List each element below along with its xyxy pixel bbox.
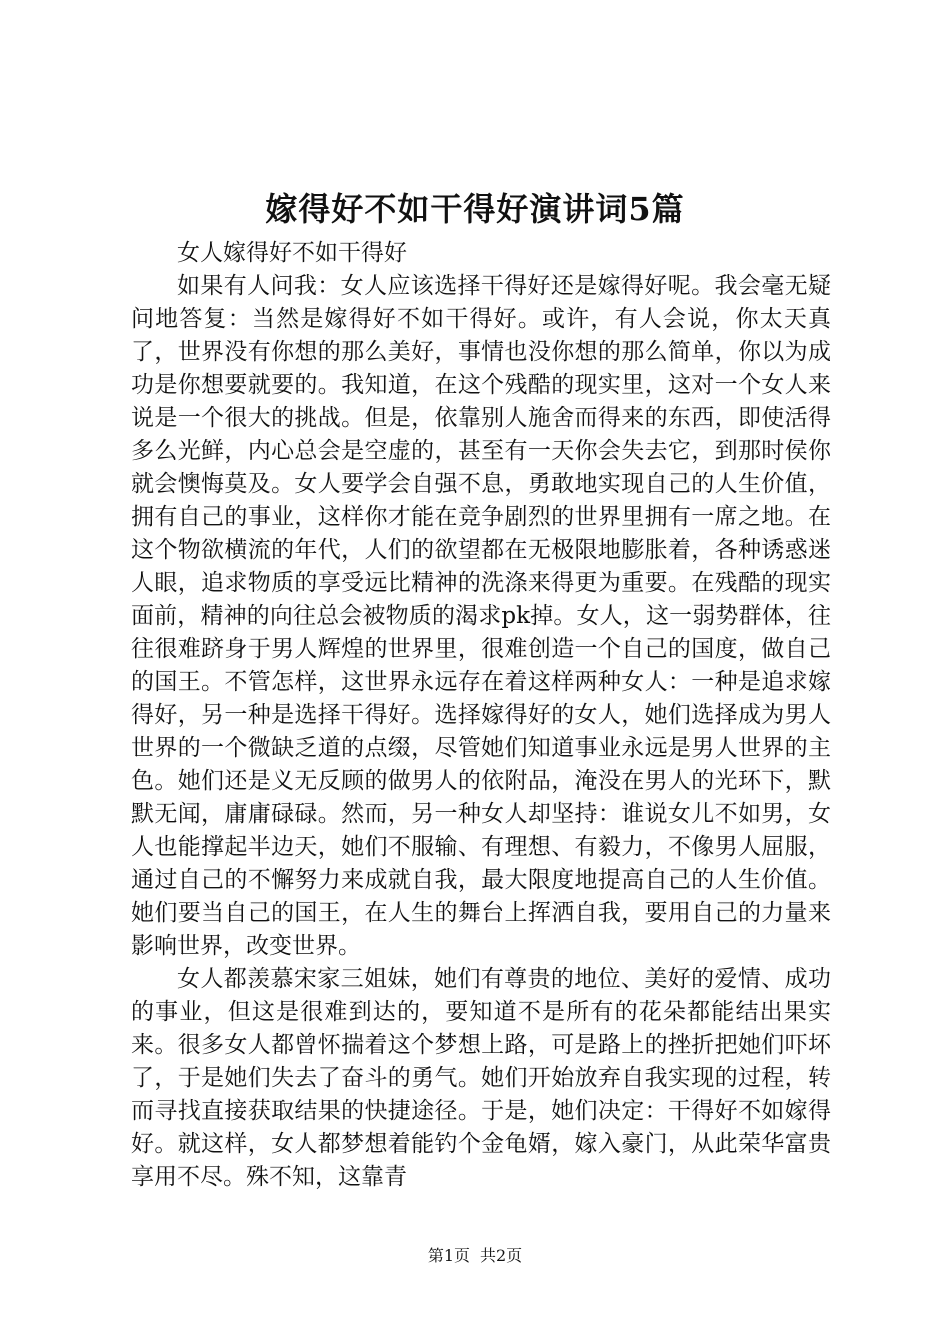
section-subtitle: 女人嫁得好不如干得好 [177,240,407,266]
page-number: 第1页 [427,1246,470,1265]
page-total: 共2页 [480,1246,523,1265]
paragraph: 如果有人问我：女人应该选择干得好还是嫁得好呢。我会毫无疑问地答复：当然是嫁得好不如干得好。或许，有人会说，你太天真了，世界没有你想的那么美好，事情也没你想的那么简单，你以为成功是你想要就要的。我知道，在这个残酷的现实里，这对一个女人来说是一个很大的挑战。但是，依靠别人施舍而得来的东西，即使活得多么光鲜，内心总会是空虚的，甚至有一天你会失去它，到那时侯你就会懊悔莫及。女人要学会自强不息，勇敢地实现自己的人生价值，拥有自己的事业，这样你才能在竞争剧烈的世界里拥有一席之地。在这个物欲横流的年代，人们的欲望都在无极限地膨胀着，各种诱惑迷人眼，追求物质的享受远比精神的洗涤来得更为重要。在残酷的现实面前，精神的向往总会被物质的渴求pk掉。女人，这一弱势群体，往往很难跻身于男人辉煌的世界里，很难创造一个自己的国度，做自己的国王。不管怎样，这世界永远存在着这样两种女人：一种是追求嫁得好，另一种是选择干得好。选择嫁得好的女人，她们选择成为男人世界的一个微缺乏道的点缀，尽管她们知道事业永远是男人世界的主色。她们还是义无反顾的做男人的依附品，淹没在男人的光环下，默默无闻，庸庸碌碌。然而，另一种女人却坚持：谁说女儿不如男，女人也能撑起半边天，她们不服输、有理想、有毅力，不像男人屈服，通过自己的不懈努力来成就自我，最大限度地提高自己的人生价值。她们要当自己的国王，在人生的舞台上挥洒自我，要用自己的力量来影响世界，改变世界。 [131,273,831,959]
paragraph: 女人都羡慕宋家三姐妹，她们有尊贵的地位、美好的爱情、成功的事业，但这是很难到达的，要知道不是所有的花朵都能结出果实来。很多女人都曾怀揣着这个梦想上路，可是路上的挫折把她们吓坏了，于是她们失去了奋斗的勇气。她们开始放弃自我实现的过程，转而寻找直接获取结果的快捷途径。于是，她们决定：干得好不如嫁得好。就这样，女人都梦想着能钓个金龟婿，嫁入豪门，从此荣华富贵享用不尽。殊不知，这靠青 [131,966,831,1190]
page-footer [0,1246,950,1266]
document-title: 嫁得好不如干得好演讲词5篇 [265,190,685,228]
document-body [131,237,831,1194]
